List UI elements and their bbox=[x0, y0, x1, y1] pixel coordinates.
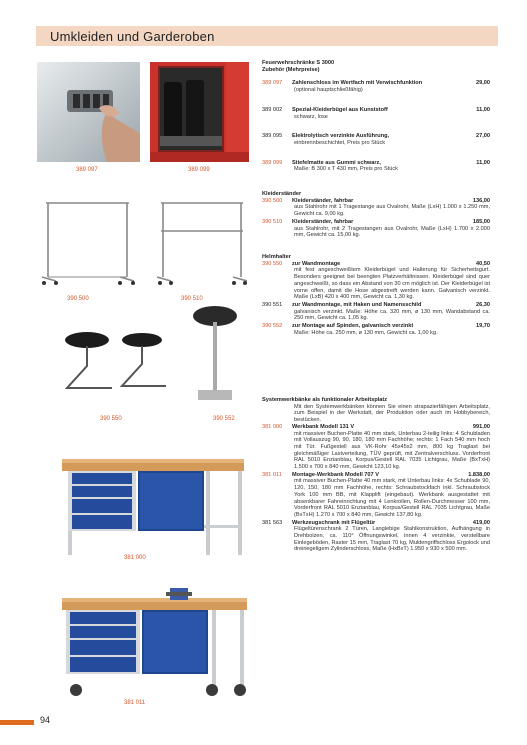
footer-accent bbox=[0, 720, 34, 725]
product-item bbox=[262, 261, 490, 301]
product-name: Spezial-Kleiderbügel aus Kunststoff bbox=[292, 106, 388, 113]
page-title: Umkleiden und Garderoben bbox=[50, 28, 215, 44]
boot-locker-photo bbox=[150, 62, 249, 162]
label-390510: 390 510 bbox=[181, 296, 203, 302]
article-code: 389 002 bbox=[262, 106, 283, 113]
article-code: 390 500 bbox=[262, 197, 283, 204]
product-desc: aus Stahlrohr mit 1 Tragestange aus Ovalrohr, Maße (LxH) 1.000 x 1.250 mm, Gewicht ca. 9,00 kg. bbox=[294, 204, 490, 218]
product-name: Montage-Werkbank Modell 707 V bbox=[292, 471, 379, 478]
product-desc: aus Stahlrohr, mit 2 Tragestangen aus Ovalrohr, Maße (LxH) 1.700 x 2.000 mm, Gewicht ca. 15,00 kg. bbox=[294, 225, 490, 239]
section-title: Systemwerkbänke als funktionaler Arbeitsplatz bbox=[262, 397, 388, 403]
helmet-holder-wall bbox=[42, 318, 172, 403]
label-390550: 390 550 bbox=[100, 416, 122, 422]
product-price: 27,00 bbox=[476, 133, 490, 140]
article-code: 389 095 bbox=[262, 133, 283, 140]
product-item bbox=[262, 323, 490, 336]
label-389099: 389 099 bbox=[188, 167, 210, 173]
product-desc: schwarz, lose bbox=[294, 113, 328, 120]
werkbank-section bbox=[262, 397, 490, 554]
kleider-section bbox=[262, 191, 490, 240]
product-name: zur Wandmontage bbox=[292, 260, 341, 267]
article-code: 381 000 bbox=[262, 423, 283, 430]
clothes-rack-large bbox=[157, 197, 247, 287]
clothes-rack-small bbox=[40, 197, 135, 287]
article-code: 390 550 bbox=[262, 260, 283, 267]
product-desc: Maße: B 300 x T 430 mm, Preis pro Stück bbox=[294, 166, 398, 173]
label-390552: 390 552 bbox=[213, 416, 235, 422]
product-price: 11,00 bbox=[476, 159, 490, 166]
helmet-holder-stand bbox=[188, 300, 243, 410]
label-390500: 390 500 bbox=[67, 296, 89, 302]
product-name: zur Wandmontage, mit Haken und Namensschild bbox=[292, 301, 422, 308]
article-code: 381 563 bbox=[262, 519, 283, 526]
article-code: 390 510 bbox=[262, 218, 283, 225]
product-desc: mit fest angeschweißtem Kleiderbügel und Halterung für Sicherheitsgurt. Besonders geeignet bei beengten Platzverhältnissen. Kleiderbügel sind quer angeschweißt, so dass ein Abstand von 30 cm möglich ist. Der Kleiderbügel ist vorne offen, damit die Hose abgestreift werden kann. Galvanisch verzinkt. Maße (LxB) 420 x 400 mm, Gewicht ca. 1,30 kg. bbox=[294, 267, 490, 301]
product-price: 40,50 bbox=[476, 260, 490, 267]
product-item bbox=[262, 219, 490, 239]
product-item bbox=[262, 302, 490, 322]
product-price: 26,30 bbox=[476, 301, 490, 308]
product-name: Kleiderständer, fahrbar bbox=[292, 197, 354, 204]
product-desc: mit massiver Buchen-Platte 40 mm stark, mit Unterbau links: 4x Schublade 90, 120, 150, 180 mm Fachhöhe, rechts: Schraubstockfach inkl. Schraubstock York 100 mm BB, mit Klapplift (eingebaut). Werkbank ausgestattet mit absenkbarer Fahreinrichtung mit 4 Lenkrollen, Rollen-Durchmesser 100 mm, Vorderfront RAL 5010 Enzianblau, Korpus/Gestell RAL 7035 Lichtgrau, Maße (BxTxH) 1.270 x 700 x 840 mm, Gewicht 137,80 kg. bbox=[294, 478, 490, 518]
product-item bbox=[262, 107, 490, 120]
product-desc: mit massiver Buchen-Platte 40 mm stark, Unterbau 2-teilig links: 4 Schubladen mit Vollauszug 90, 90, 180, 180 mm Fachhöhe; rechts: 1 Fach 540 mm hoch mit Tür. Fußgestell aus VK-Rohr 45x45x2 mm, 800 kg Traglast bei gleichmäßiger Lastverteilung, TÜV geprüft, mit Zentralverschluss. Vorderfront RAL 5010 Enzianblau, Korpus/Gestell RAL 7035 Lichtgrau, Maße (BxTxH) 1.500 x 700 x 840 mm, Gewicht 123,10 kg. bbox=[294, 430, 490, 471]
label-389097: 389 097 bbox=[76, 167, 98, 173]
product-name: Kleiderständer, fahrbar bbox=[292, 218, 354, 225]
product-item bbox=[262, 80, 490, 93]
feuerwehr-section bbox=[262, 60, 490, 179]
section-subtitle: Zubehör (Mehrpreise) bbox=[262, 66, 320, 73]
product-item bbox=[262, 472, 490, 519]
article-code: 381 011 bbox=[262, 471, 282, 478]
product-price: 29,00 bbox=[476, 80, 490, 87]
product-price: 19,70 bbox=[476, 323, 490, 330]
article-code: 390 552 bbox=[262, 323, 283, 330]
helm-section bbox=[262, 254, 490, 337]
product-desc: Maße: Höhe ca. 250 mm, ø 130 mm, Gewicht ca. 1,00 kg. bbox=[294, 329, 438, 336]
page-number: 94 bbox=[40, 715, 51, 725]
label-381011: 381 011 bbox=[124, 700, 146, 706]
product-item bbox=[262, 160, 490, 173]
section-title: Helmhalter bbox=[262, 254, 291, 260]
product-name: Werkbank Modell 131 V bbox=[292, 423, 355, 430]
page-header bbox=[36, 26, 498, 46]
section-title: Kleiderständer bbox=[262, 191, 302, 197]
product-item bbox=[262, 198, 490, 218]
product-price: 991,00 bbox=[472, 423, 490, 430]
product-desc: galvanisch verzinkt. Maße: Höhe ca. 320 mm, ø 130 mm, Wandabstand ca. 250 mm, Gewicht ca. 1,05 kg. bbox=[294, 308, 490, 322]
label-381000: 381 000 bbox=[124, 555, 146, 561]
product-price: 11,00 bbox=[476, 106, 490, 113]
workbench-707v bbox=[62, 588, 247, 698]
product-item bbox=[262, 133, 490, 146]
product-item bbox=[262, 520, 490, 554]
product-name: Zahlenschloss im Wertfach mit Verwischfunktion bbox=[292, 80, 423, 87]
article-code: 389 097 bbox=[262, 80, 283, 87]
product-name: Stiefelmatte aus Gummi schwarz, bbox=[292, 159, 381, 166]
article-code: 390 551 bbox=[262, 301, 283, 308]
workbench-131v bbox=[62, 455, 244, 557]
product-price: 1.838,00 bbox=[468, 471, 490, 478]
section-title: Feuerwehrschränke S 3000 bbox=[262, 60, 335, 66]
product-desc: Flügeltürenschrank 2 Türen, Langlebige Stahlkonstruktion, Aufhängung in Drehbolzen, ca. 110° Öffnungswinkel, innen 4 verzinkte, verstellbare Einlegeböden, Raster 15 mm, Traglast 70 kg, Muldengriffschloss Ergolock und dreiriegeligem Zylinderschloss, Maße (HxBxT) 1.950 x 930 x 500 mm. bbox=[294, 526, 490, 553]
section-intro: Mit den Systemwerkbänken können Sie einen strapazierfähigen Arbeitsplatz, zum Beispiel in der Werkstatt, der Produktion oder auch im Hobbybereich, bestücken. bbox=[294, 403, 490, 424]
product-price: 185,00 bbox=[472, 218, 490, 225]
product-desc: einbrennbeschichtet, Preis pro Stück bbox=[294, 139, 386, 146]
article-code: 389 099 bbox=[262, 159, 283, 166]
product-price: 419,00 bbox=[472, 519, 490, 526]
product-item bbox=[262, 424, 490, 471]
product-price: 136,00 bbox=[472, 197, 490, 204]
lock-photo bbox=[37, 62, 140, 162]
product-name: Werkzeugschrank mit Flügeltür bbox=[292, 519, 376, 526]
product-name: zur Montage auf Spinden, galvanisch verzinkt bbox=[292, 323, 414, 330]
product-desc: (optional hauptschließfähig) bbox=[294, 87, 363, 94]
product-name: Elektrolytisch verzinkte Ausführung, bbox=[292, 133, 390, 140]
